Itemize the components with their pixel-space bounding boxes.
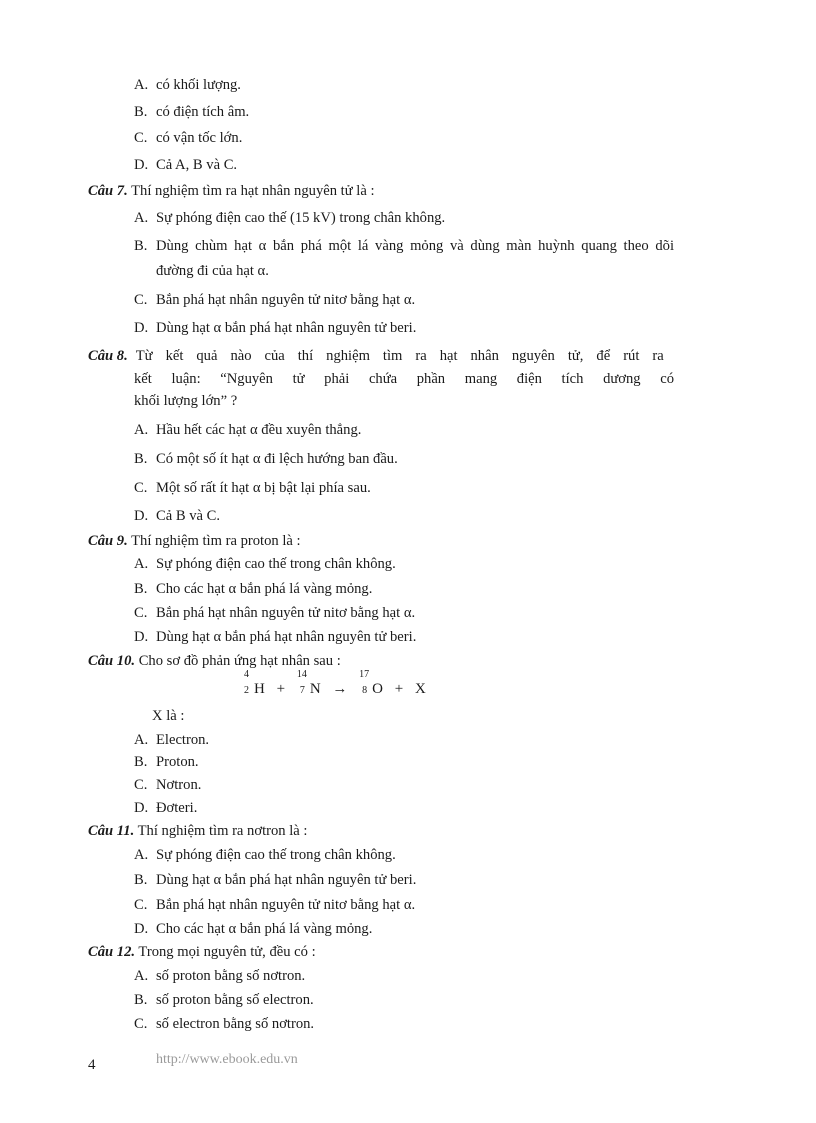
option-text: Dùng hạt α bắn phá hạt nhân nguyên tử beri. — [156, 629, 417, 645]
atomic-number: 8 — [362, 685, 368, 696]
question-12 — [88, 943, 316, 961]
question-8 — [88, 347, 675, 365]
option-label: B. — [134, 581, 148, 597]
option-d — [134, 319, 416, 337]
option-label: D. — [134, 800, 149, 816]
option-d — [134, 799, 197, 817]
option-text: Cả A, B và C. — [156, 157, 238, 173]
option-a — [134, 421, 361, 439]
option-text: Có một số ít hạt α đi lệch hướng ban đầu. — [156, 451, 398, 467]
nuclide-helium — [244, 669, 265, 702]
element-symbol: H — [254, 681, 265, 697]
option-text: Nơtron. — [156, 777, 202, 793]
option-a — [134, 846, 396, 864]
option-label: A. — [134, 968, 149, 984]
mass-number: 17 — [359, 669, 370, 680]
question-label: Câu 10. — [88, 653, 136, 669]
option-label: C. — [134, 1016, 148, 1032]
question-label: Câu 8. — [88, 348, 128, 364]
question-10 — [88, 652, 341, 670]
question-11 — [88, 822, 307, 840]
option-d — [134, 156, 237, 174]
option-text: số proton bằng số nơtron. — [156, 968, 306, 984]
option-b — [134, 991, 314, 1009]
option-label: B. — [134, 451, 148, 467]
question-text: khối lượng lớn” ? — [134, 393, 238, 409]
option-text: đường đi của hạt α. — [156, 263, 269, 279]
option-text: Sự phóng điện cao thế trong chân không. — [156, 556, 396, 572]
mass-number: 4 — [244, 669, 249, 680]
option-b — [134, 103, 249, 121]
option-text: có khối lượng. — [156, 77, 241, 93]
option-label: A. — [134, 422, 149, 438]
option-d — [134, 628, 416, 646]
option-label: A. — [134, 732, 149, 748]
question-text: Thí nghiệm tìm ra hạt nhân nguyên tử là : — [127, 183, 375, 199]
nuclear-equation — [244, 669, 426, 702]
option-d — [134, 920, 372, 938]
plus-sign: + — [394, 681, 404, 697]
option-text: số proton bằng số electron. — [156, 992, 314, 1008]
question-text: kết luận: “Nguyên tử phải chứa phần mang điện tích dương có — [134, 371, 674, 387]
option-c — [134, 479, 371, 497]
nuclide-nitrogen — [296, 669, 321, 702]
option-text: Dùng chùm hạt α bắn phá một lá vàng mỏng và dùng màn huỳnh quang theo dõi — [156, 238, 674, 254]
option-label: C. — [134, 130, 148, 146]
element-symbol: O — [372, 681, 383, 697]
option-text: Proton. — [156, 754, 199, 770]
option-label: D. — [134, 157, 149, 173]
question-10-prompt — [152, 707, 184, 725]
option-label: D. — [134, 320, 149, 336]
question-label: Câu 7. — [88, 183, 128, 199]
option-text: Bắn phá hạt nhân nguyên tử nitơ bằng hạt α. — [156, 897, 416, 913]
option-text: Dùng hạt α bắn phá hạt nhân nguyên tử beri. — [156, 320, 417, 336]
question-label: Câu 9. — [88, 533, 128, 549]
option-label: C. — [134, 292, 148, 308]
option-label: A. — [134, 77, 149, 93]
option-label: B. — [134, 992, 148, 1008]
option-label: B. — [134, 872, 148, 888]
option-label: B. — [134, 754, 148, 770]
arrow: → — [332, 681, 348, 697]
option-label: A. — [134, 556, 149, 572]
option-text: số electron bằng số nơtron. — [156, 1016, 315, 1032]
prompt-text: X là : — [152, 708, 185, 724]
option-c — [134, 776, 201, 794]
option-label: C. — [134, 897, 148, 913]
option-text: Electron. — [156, 732, 210, 748]
element-symbol: N — [309, 681, 321, 697]
option-label: B. — [134, 238, 148, 254]
option-label: C. — [134, 605, 148, 621]
option-label: D. — [134, 921, 149, 937]
question-text: Từ kết quả nào của thí nghiệm tìm ra hạt nhân nguyên tử, để rút ra — [135, 348, 664, 364]
option-label: A. — [134, 210, 149, 226]
option-text: Đơteri. — [156, 800, 198, 816]
option-text: Bắn phá hạt nhân nguyên tử nitơ bằng hạt α. — [156, 292, 416, 308]
option-b — [134, 580, 372, 598]
option-a — [134, 76, 241, 94]
option-c — [134, 1015, 314, 1033]
option-label: D. — [134, 629, 149, 645]
option-label: A. — [134, 847, 149, 863]
question-8-line-3 — [134, 392, 237, 410]
question-8-line-2 — [134, 370, 674, 388]
nuclide-oxygen — [359, 669, 383, 702]
option-text: Bắn phá hạt nhân nguyên tử nitơ bằng hạt α. — [156, 605, 416, 621]
option-text: Cả B và C. — [156, 508, 221, 524]
option-a — [134, 555, 396, 573]
page-number: 4 — [88, 1057, 96, 1073]
footer-url: http://www.ebook.edu.vn — [156, 1052, 298, 1067]
option-text: Sự phóng điện cao thế (15 kV) trong chân không. — [156, 210, 446, 226]
option-text: Dùng hạt α bắn phá hạt nhân nguyên tử beri. — [156, 872, 417, 888]
question-label: Câu 12. — [88, 944, 136, 960]
option-b-continued — [156, 262, 269, 280]
option-text: Hầu hết các hạt α đều xuyên thẳng. — [156, 422, 362, 438]
option-label: D. — [134, 508, 149, 524]
unknown-x: X — [414, 681, 426, 697]
question-text: Thí nghiệm tìm ra nơtron là : — [134, 823, 308, 839]
option-text: Sự phóng điện cao thế trong chân không. — [156, 847, 396, 863]
option-c — [134, 604, 415, 622]
option-a — [134, 967, 305, 985]
option-b — [134, 753, 199, 771]
option-text: có vận tốc lớn. — [156, 130, 243, 146]
question-text: Cho sơ đồ phản ứng hạt nhân sau : — [135, 653, 341, 669]
question-label: Câu 11. — [88, 823, 135, 839]
option-text: có điện tích âm. — [156, 104, 250, 120]
option-text: Cho các hạt α bắn phá lá vàng mỏng. — [156, 921, 373, 937]
option-text: Cho các hạt α bắn phá lá vàng mỏng. — [156, 581, 373, 597]
atomic-number: 7 — [299, 685, 305, 696]
option-c — [134, 896, 415, 914]
mass-number: 14 — [296, 669, 307, 680]
atomic-number: 2 — [244, 685, 249, 696]
option-label: C. — [134, 480, 148, 496]
option-a — [134, 209, 445, 227]
option-label: C. — [134, 777, 148, 793]
option-text: Một số rất ít hạt α bị bật lại phía sau. — [156, 480, 371, 496]
option-b — [134, 871, 416, 889]
option-b — [134, 237, 674, 255]
option-c — [134, 129, 242, 147]
question-7 — [88, 182, 375, 200]
question-9 — [88, 532, 301, 550]
question-text: Trong mọi nguyên tử, đều có : — [135, 944, 316, 960]
option-b — [134, 450, 398, 468]
plus-sign: + — [276, 681, 286, 697]
option-a — [134, 731, 209, 749]
option-label: B. — [134, 104, 148, 120]
option-d — [134, 507, 220, 525]
question-text: Thí nghiệm tìm ra proton là : — [127, 533, 301, 549]
option-c — [134, 291, 415, 309]
